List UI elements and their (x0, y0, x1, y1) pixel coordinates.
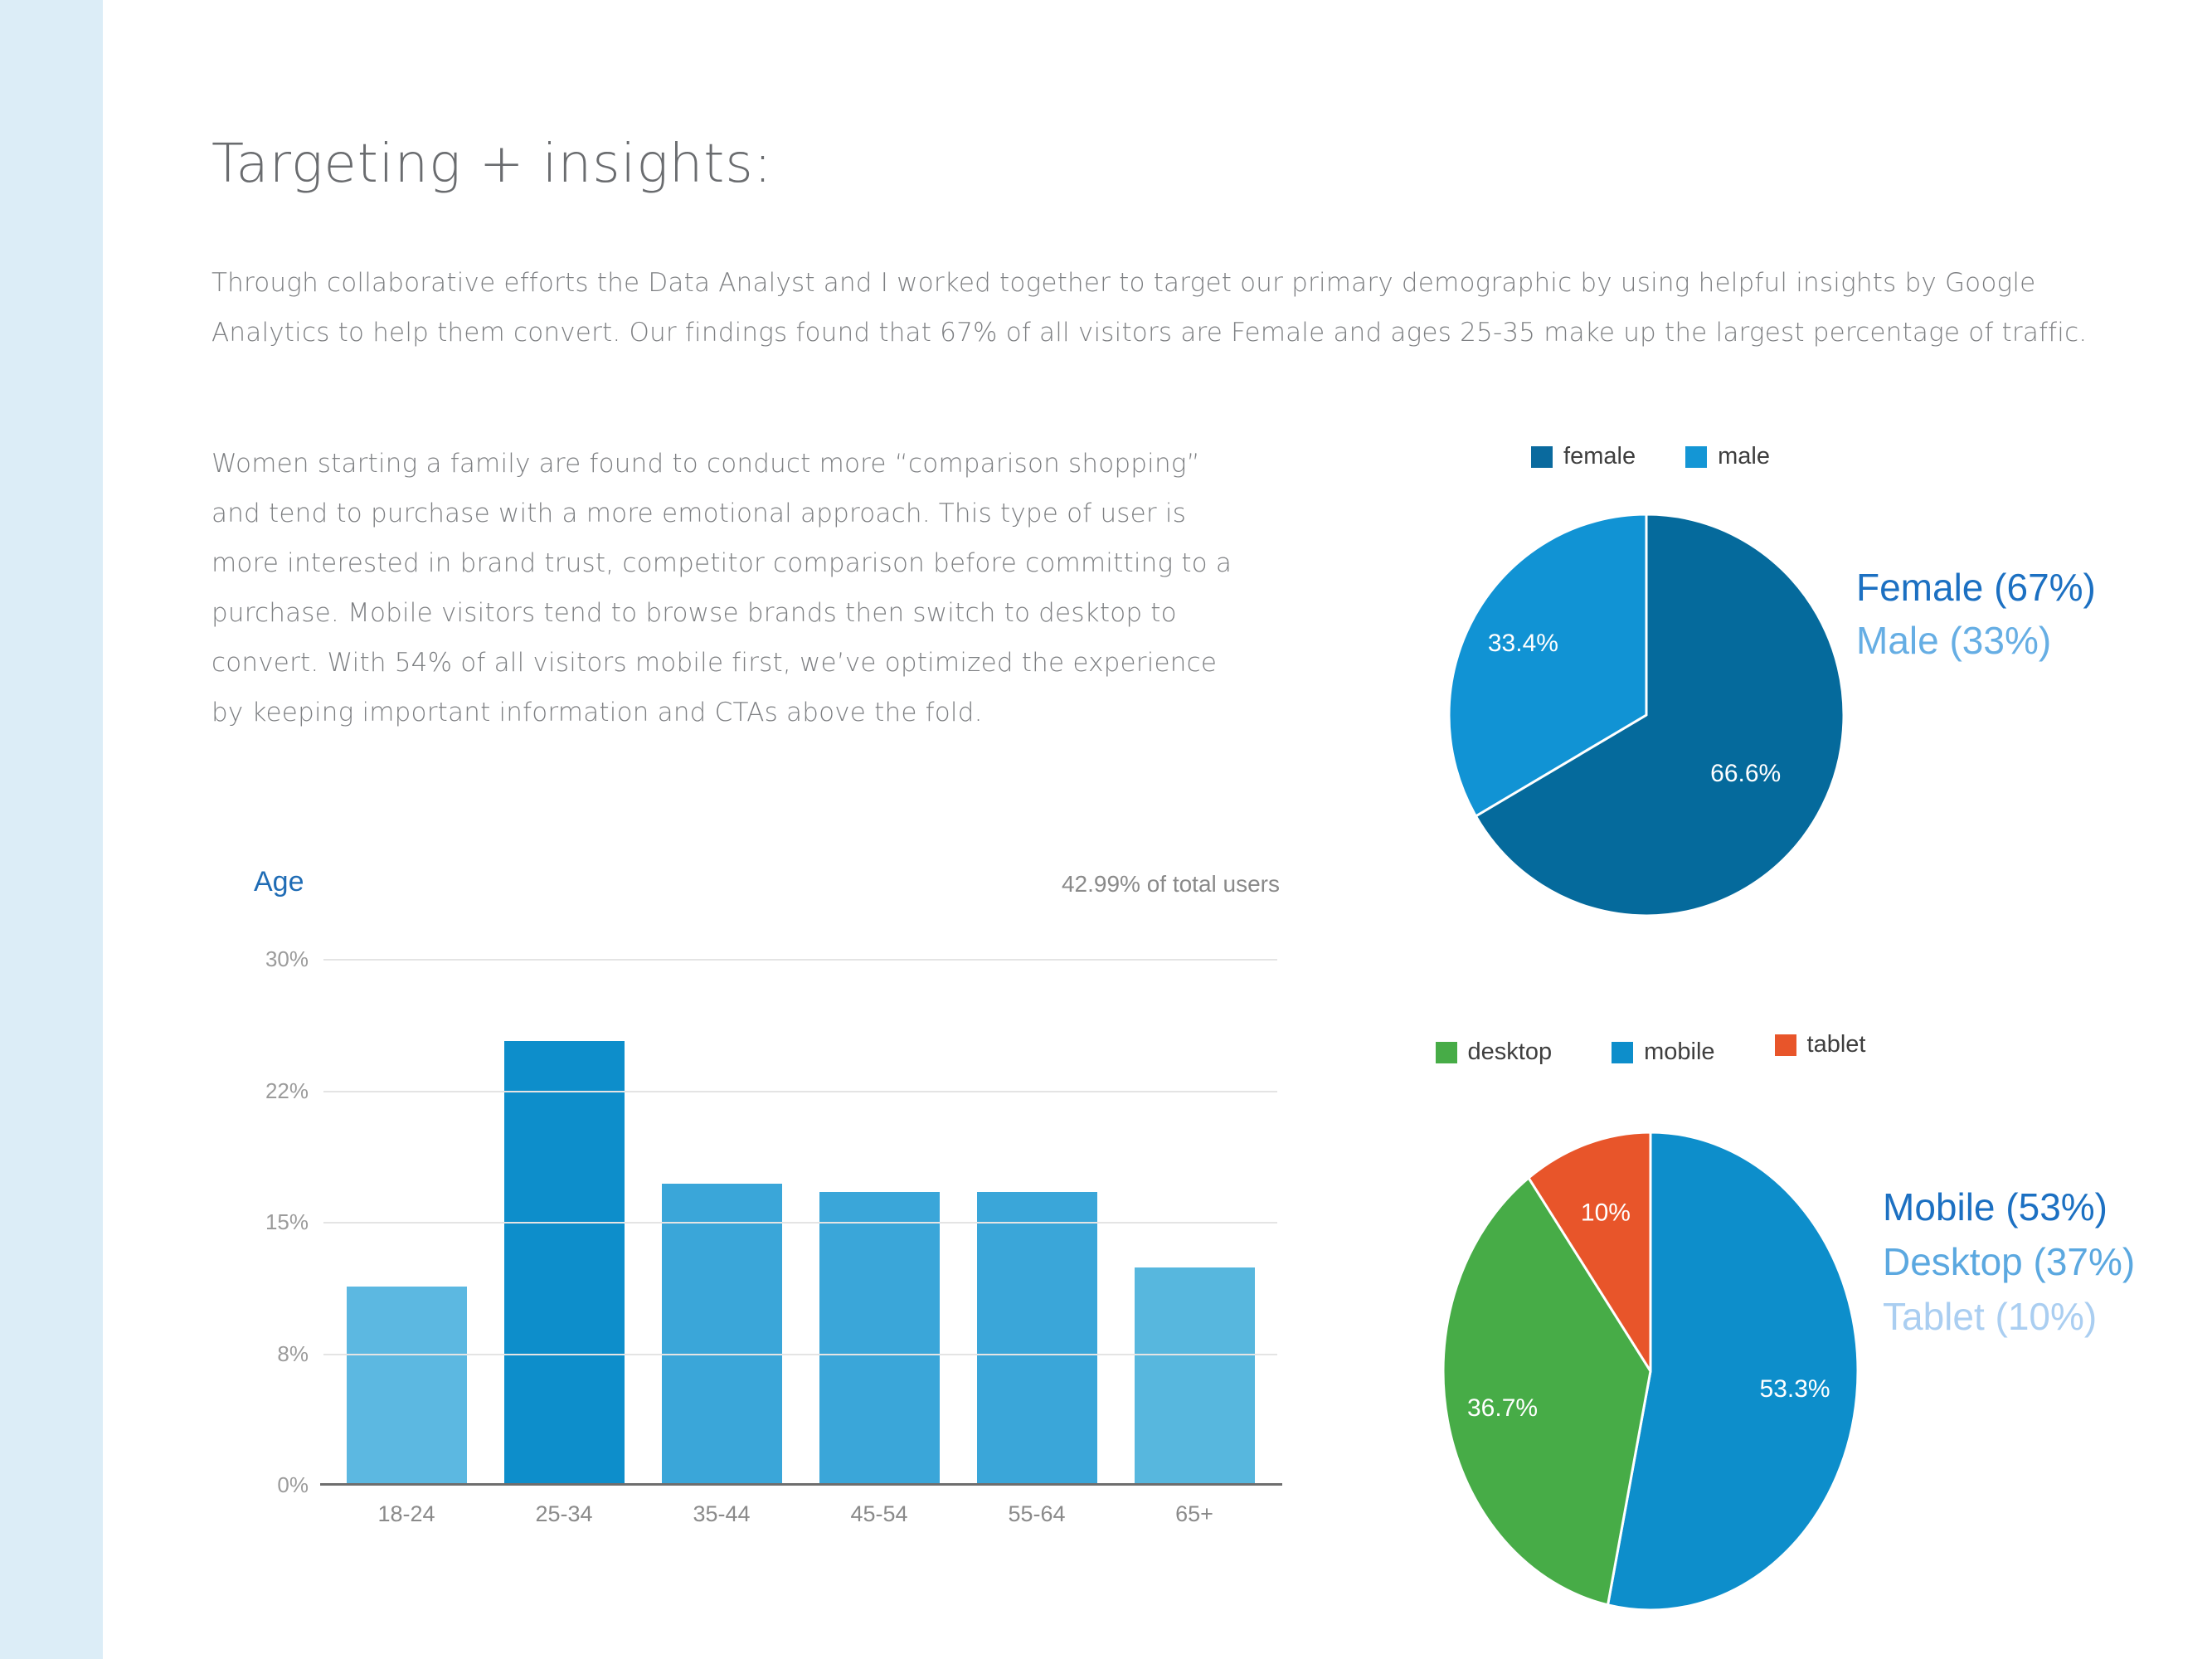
legend-label-mobile: mobile (1644, 1039, 1715, 1065)
age-chart-x-labels (323, 1501, 1277, 1527)
left-accent-strip (0, 0, 103, 1659)
gender-pie-legend (1410, 443, 1891, 470)
legend-label-desktop: desktop (1467, 1039, 1553, 1065)
legend-label-male: male (1718, 443, 1770, 469)
age-bar-35-44 (662, 1184, 782, 1485)
gender-pie-chart (1406, 474, 1887, 956)
age-chart-subtitle: 42.99% of total users (1061, 871, 1280, 897)
legend-swatch-tablet (1775, 1034, 1796, 1056)
age-chart-x-label: 25-34 (535, 1501, 593, 1526)
legend-item-mobile (1612, 1039, 1714, 1066)
device-pie-callout: Desktop (37%) (1883, 1240, 2136, 1283)
device-callouts (1883, 1180, 2135, 1344)
age-bar-45-54 (819, 1192, 940, 1485)
age-chart-y-tick: 22% (265, 1078, 309, 1103)
age-chart-y-tick: 15% (265, 1209, 309, 1234)
age-chart-x-axis (320, 1483, 1282, 1486)
age-chart-x-label: 65+ (1175, 1501, 1213, 1526)
legend-item-female (1531, 443, 1636, 470)
age-chart-gridline (323, 959, 1277, 961)
legend-item-desktop (1436, 1039, 1553, 1066)
device-pie-slice-label-desktop: 36.7% (1466, 1394, 1539, 1422)
age-bar-25-34 (504, 1041, 625, 1485)
gender-pie-callout: Male (33%) (1856, 619, 2052, 662)
age-chart-x-label: 18-24 (377, 1501, 435, 1526)
age-chart-plot (323, 959, 1277, 1485)
age-bar-65+ (1135, 1267, 1255, 1485)
age-chart-gridline (323, 1354, 1277, 1355)
age-chart-title: Age (254, 866, 304, 898)
age-chart-y-tick: 30% (265, 946, 309, 971)
age-chart-gridline (323, 1222, 1277, 1224)
legend-swatch-female (1531, 446, 1553, 468)
age-bar-18-24 (347, 1287, 467, 1485)
legend-swatch-male (1685, 446, 1707, 468)
age-chart-y-tick: 8% (277, 1341, 309, 1366)
page-title: Targeting + insights: (211, 133, 773, 195)
age-bar-55-64 (977, 1192, 1097, 1485)
device-pie-slice-label-tablet: 10% (1580, 1199, 1631, 1227)
legend-label-female: female (1563, 443, 1636, 469)
age-chart-x-label: 55-64 (1008, 1501, 1066, 1526)
age-chart-x-label: 35-44 (693, 1501, 751, 1526)
legend-item-tablet (1775, 1031, 1866, 1058)
gender-pie-slice-label-female: 66.6% (1710, 759, 1782, 787)
age-chart-gridline (323, 1091, 1277, 1092)
legend-swatch-desktop (1436, 1042, 1457, 1063)
intro-paragraph: Through collaborative efforts the Data Analyst and I worked together to target our primary demographic by using helpful insights by Google Analytics to help them convert. Our findings found that 67% of all visitors are Female and ages 25-35 make up the largest percentage of traffic. (211, 268, 2088, 348)
device-pie-chart (1410, 1128, 1891, 1614)
device-pie-legend (1402, 1031, 1899, 1066)
device-pie-callout: Tablet (10%) (1883, 1295, 2098, 1338)
legend-item-male (1685, 443, 1770, 470)
gender-pie-callout: Female (67%) (1856, 566, 2096, 609)
age-chart-y-tick: 0% (277, 1472, 309, 1497)
gender-pie-slice-label-male: 33.4% (1487, 630, 1558, 658)
legend-swatch-mobile (1612, 1042, 1633, 1063)
device-pie-callout: Mobile (53%) (1883, 1185, 2107, 1228)
age-chart-x-label: 45-54 (850, 1501, 908, 1526)
device-pie-slice-label-mobile: 53.3% (1759, 1374, 1830, 1403)
age-bar-chart (249, 864, 1281, 1553)
insights-paragraph: Women starting a family are found to conduct more “comparison shopping” and tend to purchase with a more emotional approach. This type of user is more interested in brand trust, competitor comparison before committing to a purchase. Mobile visitors tend to browse brands then switch to desktop to convert. With 54% of all visitors mobile first, we’ve optimized the experience by keeping important information and CTAs above the fold. (211, 449, 1232, 727)
gender-callouts (1856, 561, 2096, 667)
legend-label-tablet: tablet (1806, 1031, 1866, 1058)
